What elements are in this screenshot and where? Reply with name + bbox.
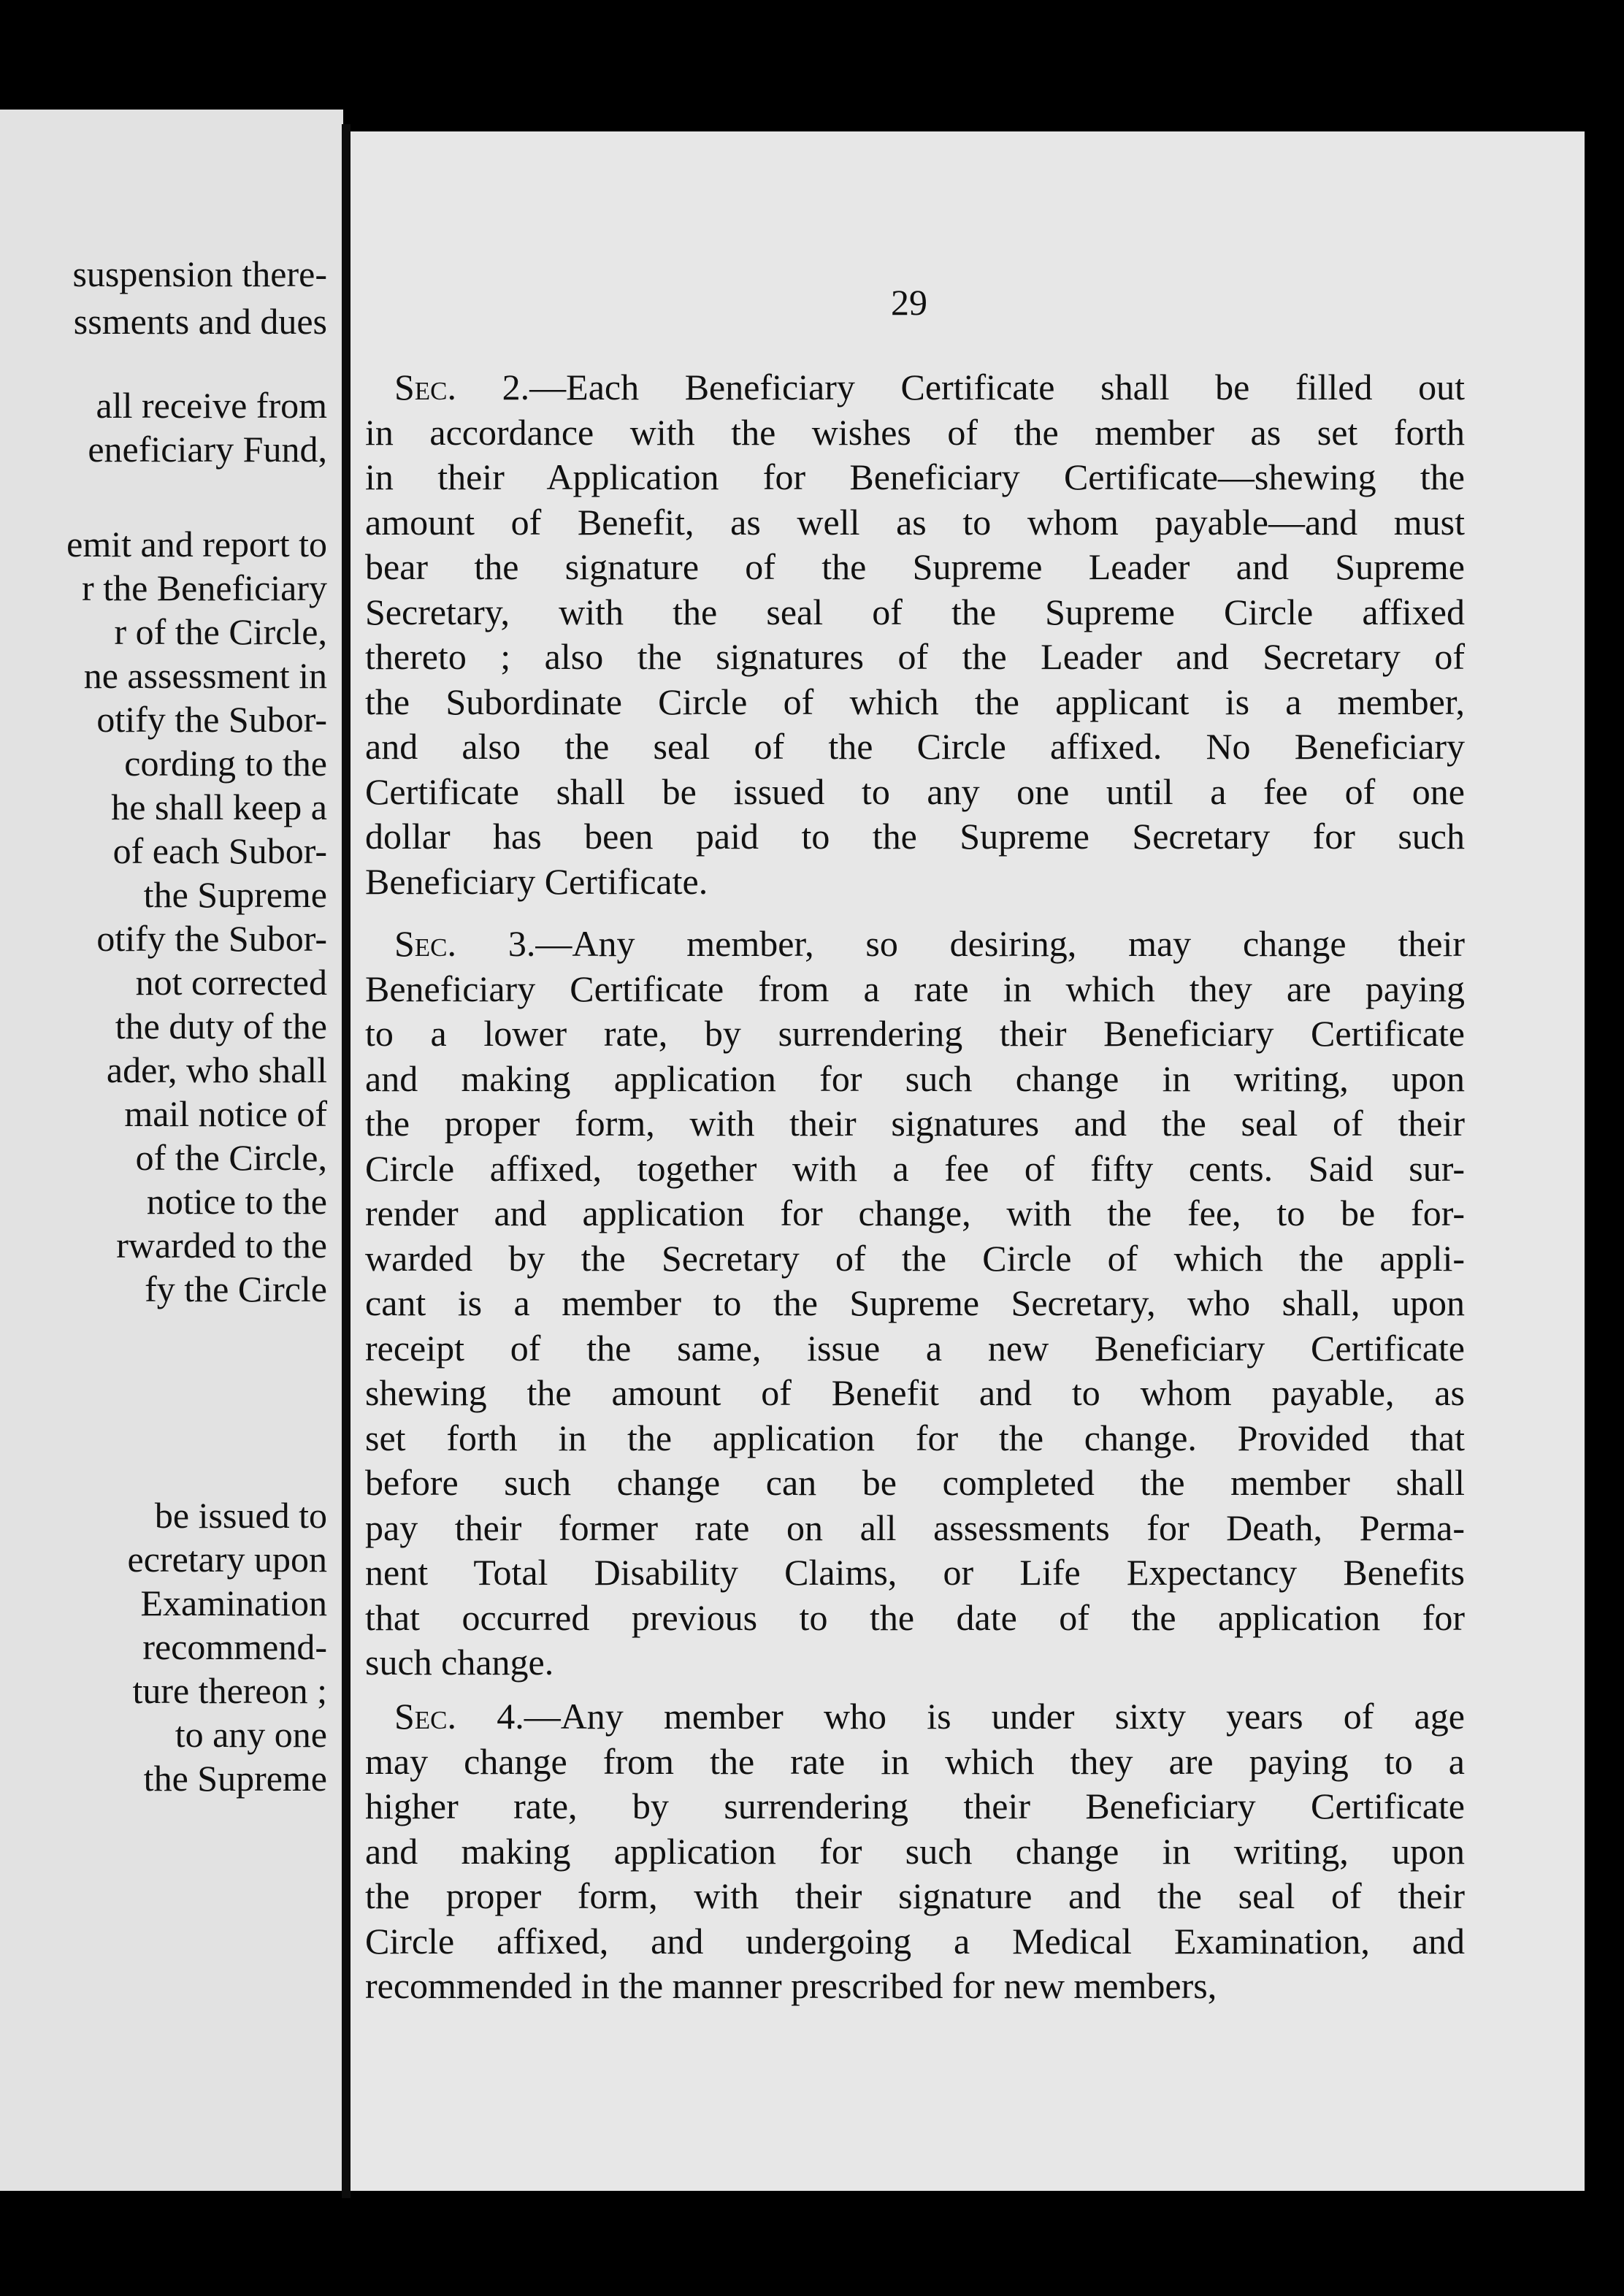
text-line: the proper form, with their signature and the seal of their bbox=[365, 1875, 1465, 1916]
left-page-fragment: ture thereon ; bbox=[132, 1670, 327, 1711]
left-page-fragment: the duty of the bbox=[115, 1006, 327, 1046]
section-text: —Each Beneficiary Certificate shall be filled out bbox=[529, 367, 1465, 407]
text-line: and also the seal of the Circle affixed. No Beneficiary bbox=[365, 726, 1465, 767]
section-text: —Any member who is under sixty years of age bbox=[524, 1696, 1465, 1737]
left-page-fragment: Examination bbox=[140, 1583, 327, 1623]
text-line bbox=[365, 365, 1465, 410]
left-page-fragment: otify the Subor- bbox=[96, 699, 327, 740]
left-page-fragment: the Supreme bbox=[143, 1758, 327, 1799]
text-line: that occurred previous to the date of the application for bbox=[365, 1596, 1465, 1638]
section-heading: Sec. 3. bbox=[394, 923, 536, 964]
left-page-fragment: otify the Subor- bbox=[96, 918, 327, 959]
text-line: Circle affixed, together with a fee of fifty cents. Said sur- bbox=[365, 1147, 1465, 1189]
left-page-fragment: mail notice of bbox=[124, 1093, 327, 1134]
text-line: thereto ; also the signatures of the Leader and Secretary of bbox=[365, 636, 1465, 677]
left-page-fragment: notice to the bbox=[146, 1181, 327, 1222]
text-line: such change. bbox=[365, 1642, 554, 1683]
text-line: render and application for change, with the fee, to be for- bbox=[365, 1193, 1465, 1233]
left-page-fragment: the Supreme bbox=[143, 874, 327, 915]
text-line: in their Application for Beneficiary Certificate—shewing the bbox=[365, 456, 1465, 497]
text-line: set forth in the application for the change. Provided that bbox=[365, 1417, 1465, 1458]
left-page-fragment: suspension there- bbox=[72, 253, 327, 294]
text-line: recommended in the manner prescribed for new members, bbox=[365, 1965, 1217, 2006]
text-line: nent Total Disability Claims, or Life Expectancy Benefits bbox=[365, 1552, 1465, 1593]
left-page-fragment: ssments and dues bbox=[73, 301, 327, 342]
section-3 bbox=[365, 922, 1465, 1685]
right-page bbox=[351, 131, 1585, 2191]
left-page-fragment: ecretary upon bbox=[127, 1539, 327, 1580]
section-4 bbox=[365, 1694, 1465, 2009]
left-page-fragment: rwarded to the bbox=[116, 1225, 327, 1266]
text-line: higher rate, by surrendering their Beneficiary Certificate bbox=[365, 1786, 1465, 1826]
text-line: Certificate shall be issued to any one until a fee of one bbox=[365, 770, 1465, 812]
text-line: Beneficiary Certificate from a rate in which they are paying bbox=[365, 968, 1465, 1009]
left-page-fragment: r of the Circle, bbox=[114, 611, 327, 652]
text-line bbox=[365, 922, 1465, 967]
text-line: amount of Benefit, as well as to whom payable—and must bbox=[365, 501, 1465, 543]
text-line: receipt of the same, issue a new Beneficiary Certificate bbox=[365, 1327, 1465, 1369]
text-line: before such change can be completed the member shall bbox=[365, 1462, 1465, 1503]
left-page-fragment: recommend- bbox=[142, 1626, 327, 1667]
left-page-fragment: cording to the bbox=[124, 743, 327, 784]
section-heading: Sec. 4. bbox=[394, 1696, 524, 1737]
section-2 bbox=[365, 365, 1465, 904]
text-line: Secretary, with the seal of the Supreme Circle affixed bbox=[365, 591, 1465, 632]
left-page-fragment: eneficiary Fund, bbox=[88, 429, 327, 470]
left-page-fragment: ne assessment in bbox=[83, 655, 327, 696]
left-page-fragment: r the Beneficiary bbox=[82, 567, 327, 608]
text-line: and making application for such change in writing, upon bbox=[365, 1830, 1465, 1872]
text-line: to a lower rate, by surrendering their Beneficiary Certificate bbox=[365, 1013, 1465, 1054]
section-heading: Sec. 2. bbox=[394, 367, 530, 407]
left-page bbox=[0, 110, 343, 2191]
text-line: Circle affixed, and undergoing a Medical Examination, and bbox=[365, 1920, 1465, 1962]
section-text: —Any member, so desiring, may change their bbox=[535, 923, 1465, 964]
left-page-fragment: all receive from bbox=[96, 385, 327, 426]
text-line: Beneficiary Certificate. bbox=[365, 860, 708, 902]
left-page-fragment: to any one bbox=[175, 1714, 327, 1755]
left-page-fragment: he shall keep a bbox=[111, 787, 327, 827]
left-page-fragment: of each Subor- bbox=[112, 830, 327, 871]
text-line: pay their former rate on all assessments for Death, Perma- bbox=[365, 1507, 1465, 1548]
text-line: dollar has been paid to the Supreme Secretary for such bbox=[365, 816, 1465, 857]
text-line: and making application for such change in writing, upon bbox=[365, 1057, 1465, 1099]
text-line bbox=[365, 1694, 1465, 1740]
text-line: in accordance with the wishes of the member as set forth bbox=[365, 411, 1465, 453]
left-page-fragment: emit and report to bbox=[66, 524, 327, 565]
page-number: 29 bbox=[891, 282, 927, 323]
text-line: shewing the amount of Benefit and to whom payable, as bbox=[365, 1372, 1465, 1413]
text-line: cant is a member to the Supreme Secretary, who shall, upon bbox=[365, 1282, 1465, 1323]
left-page-fragment: of the Circle, bbox=[135, 1137, 327, 1178]
text-line: the proper form, with their signatures and the seal of their bbox=[365, 1103, 1465, 1144]
text-line: bear the signature of the Supreme Leader and Supreme bbox=[365, 546, 1465, 587]
left-page-fragment: be issued to bbox=[154, 1495, 327, 1536]
page-gutter-divider bbox=[342, 124, 351, 2198]
text-line: the Subordinate Circle of which the applicant is a member, bbox=[365, 681, 1465, 722]
text-line: warded by the Secretary of the Circle of which the appli- bbox=[365, 1237, 1465, 1279]
left-page-fragment: ader, who shall bbox=[106, 1049, 327, 1090]
left-page-fragment: not corrected bbox=[135, 962, 327, 1003]
left-page-fragment: fy the Circle bbox=[145, 1268, 327, 1309]
text-line: may change from the rate in which they are paying to a bbox=[365, 1740, 1465, 1782]
